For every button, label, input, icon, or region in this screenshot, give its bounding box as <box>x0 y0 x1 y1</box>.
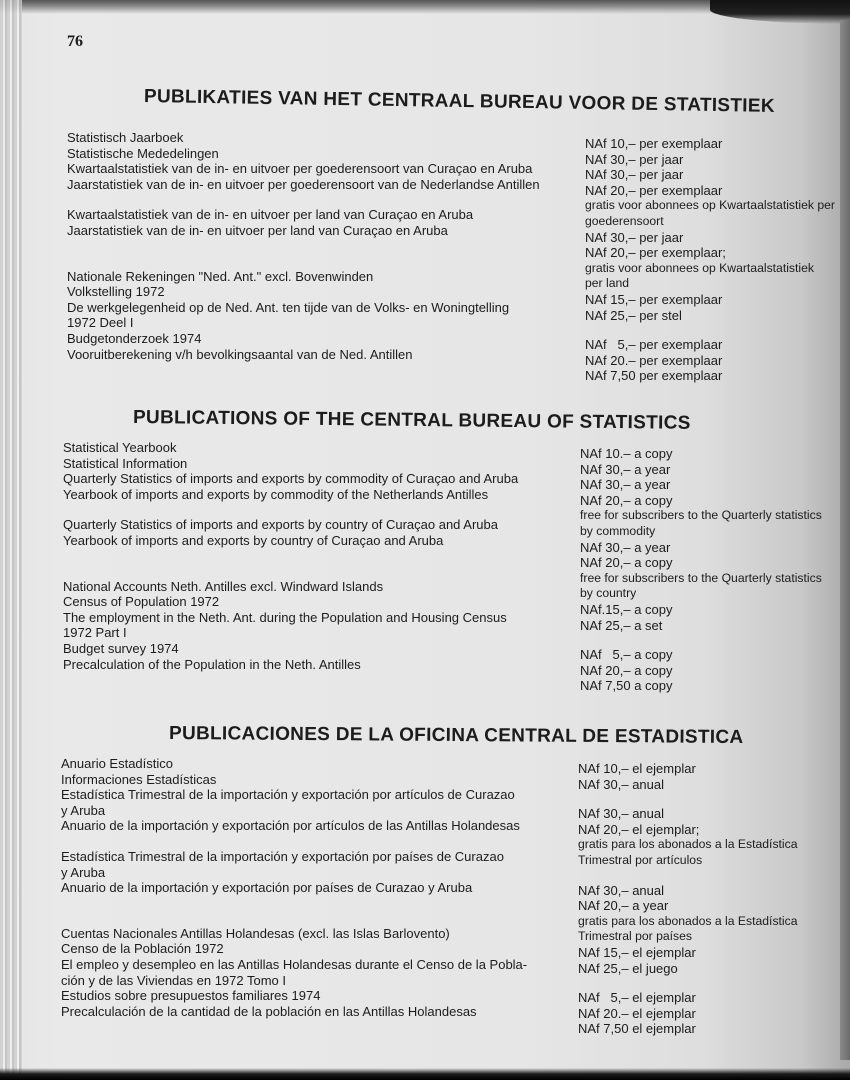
publication-title: Jaarstatistiek van de in- en uitvoer per goederensoort van de Nederlandse Antillen <box>67 176 540 192</box>
publication-title: Yearbook of imports and exports by country of Curaçao and Aruba <box>63 532 444 548</box>
spacer <box>63 502 518 517</box>
price-entry: NAf 30,– per jaar <box>585 229 684 245</box>
price-entry: goederensoort <box>585 213 664 228</box>
book-page-edges <box>0 0 22 1080</box>
section-title-dutch: PUBLIKATIES VAN HET CENTRAAL BUREAU VOOR DE STATISTIEK <box>143 86 776 117</box>
publication-list-dutch <box>67 130 540 362</box>
publication-title: Vooruitberekening v/h bevolkingsaantal van de Ned. Antillen <box>67 346 413 362</box>
publication-title: Statistical Information <box>63 455 188 471</box>
spacer <box>578 976 798 990</box>
publication-title: Cuentas Nacionales Antillas Holandesas (excl. las Islas Barlovento) <box>61 925 450 941</box>
publication-title: Budgetonderzoek 1974 <box>67 330 202 346</box>
price-entry: NAf 10,– per exemplaar <box>585 136 723 151</box>
price-entry: Trimestral por artículos <box>578 852 703 867</box>
publication-title: 1972 Part I <box>63 625 127 641</box>
publication-title: Anuario Estadístico <box>61 756 174 771</box>
publication-title: Jaarstatistiek van de in- en uitvoer per land van Curaçao en Aruba <box>67 222 448 238</box>
price-entry: NAf 7,50 a copy <box>580 678 673 694</box>
bottom-shadow <box>0 1068 850 1080</box>
price-entry: NAf 20.– el ejemplar <box>578 1005 696 1021</box>
publication-title: Kwartaalstatistiek van de in- en uitvoer per goederensoort van Curaçao en Aruba <box>67 161 533 177</box>
price-entry: NAf 20,– a year <box>578 898 669 914</box>
spacer <box>578 792 798 806</box>
spacer <box>63 564 518 579</box>
price-entry: NAf 30,– a year <box>580 461 671 477</box>
price-entry: NAf 10.– a copy <box>580 446 673 461</box>
publication-title: Quarterly Statistics of imports and exports by commodity of Curaçao and Aruba <box>63 471 519 487</box>
publication-list-spanish <box>61 756 527 1019</box>
publication-title: Estadística Trimestral de la importación y exportación por países de Curazao <box>61 848 504 864</box>
spacer <box>67 254 540 269</box>
publication-title: Anuario de la importación y exportación por artículos de las Antillas Holandesas <box>61 818 520 834</box>
price-entry: per land <box>585 276 630 291</box>
spacer <box>578 869 798 883</box>
publication-title: Estadística Trimestral de la importación y exportación por artículos de Curazao <box>61 787 515 803</box>
price-entry: NAf.15,– a copy <box>580 601 673 617</box>
publication-title: Budget survey 1974 <box>63 640 179 656</box>
price-entry: NAf 25,– per stel <box>585 307 682 323</box>
publication-title: Quarterly Statistics of imports and exports by country of Curaçao and Aruba <box>63 517 498 533</box>
spacer <box>585 323 835 337</box>
price-entry: NAf 10,– el ejemplar <box>578 761 696 776</box>
publication-title: De werkgelegenheid op de Ned. Ant. ten tijde van de Volks- en Woningtelling <box>67 299 510 315</box>
publication-title: ción y de las Viviendas en 1972 Tomo I <box>61 972 286 988</box>
publication-title: Statistische Mededelingen <box>67 145 219 161</box>
publication-title: Statistisch Jaarboek <box>67 130 184 145</box>
publication-title: Precalculation of the Population in the Neth. Antilles <box>63 656 361 672</box>
price-entry: NAf 30,– per jaar <box>585 151 684 167</box>
page-curl-shadow <box>710 0 850 24</box>
publication-title: Precalculación de la cantidad de la población en las Antillas Holandesas <box>61 1003 477 1019</box>
page-number: 76 <box>67 33 83 50</box>
publication-title: Censo de la Población 1972 <box>61 941 224 957</box>
spacer <box>580 633 822 647</box>
price-entry: NAf 7,50 per exemplaar <box>585 368 723 384</box>
publication-title: National Accounts Neth. Antilles excl. Windward Islands <box>63 578 384 594</box>
price-entry: NAf 20,– el ejemplar; <box>578 821 700 837</box>
spacer <box>61 834 527 849</box>
price-entry: NAf 7,50 el ejemplar <box>578 1021 696 1037</box>
price-entry: Trimestral por países <box>578 929 693 944</box>
publication-title: y Aruba <box>61 802 106 818</box>
price-entry: gratis para los abonados a la Estadística <box>578 913 798 928</box>
spacer <box>61 911 527 926</box>
spacer <box>63 549 518 564</box>
price-entry: NAf 30,– per jaar <box>585 167 684 183</box>
price-entry: gratis voor abonnees op Kwartaalstatistiek per <box>585 198 835 213</box>
price-entry: free for subscribers to the Quarterly statistics <box>580 508 822 523</box>
publication-title: Census of Population 1972 <box>63 594 220 610</box>
price-entry: NAf 20,– a copy <box>580 492 673 508</box>
section-title-spanish: PUBLICACIONES DE LA OFICINA CENTRAL DE ESTADISTICA <box>168 723 744 749</box>
price-entry: NAf 15,– per exemplaar <box>585 291 723 307</box>
price-entry: by commodity <box>580 523 656 538</box>
price-entry: NAf 30,– anual <box>578 776 665 792</box>
price-entry: NAf 5,– el ejemplar <box>578 990 696 1006</box>
price-list-english <box>580 446 822 694</box>
price-entry: NAf 20,– per exemplaar <box>585 182 723 198</box>
publication-title: The employment in the Neth. Ant. during the Population and Housing Census <box>63 609 507 625</box>
publication-title: 1972 Deel I <box>67 315 134 331</box>
publication-title: Statistical Yearbook <box>63 440 177 455</box>
publication-title: Yearbook of imports and exports by commodity of the Netherlands Antilles <box>63 486 489 502</box>
price-entry: NAf 30,– anual <box>578 882 665 898</box>
price-entry: NAf 15,– el ejemplar <box>578 944 696 960</box>
publication-list-english <box>63 440 518 672</box>
publication-title: y Aruba <box>61 864 106 880</box>
publication-title: Informaciones Estadísticas <box>61 771 217 787</box>
price-entry: NAf 30,– anual <box>578 806 665 822</box>
price-list-spanish <box>578 761 798 1037</box>
spacer <box>67 239 540 254</box>
price-entry: NAf 20,– a copy <box>580 555 673 571</box>
price-entry: NAf 20,– a copy <box>580 662 673 678</box>
publication-title: Volkstelling 1972 <box>67 284 165 300</box>
publication-title: Kwartaalstatistiek van de in- en uitvoer per land van Curaçao en Aruba <box>67 207 474 223</box>
price-entry: NAf 25,– a set <box>580 617 663 633</box>
book-spine-edge <box>840 20 850 1060</box>
price-entry: NAf 5,– per exemplaar <box>585 337 723 353</box>
price-entry: NAf 20.– per exemplaar <box>585 352 723 368</box>
price-entry: gratis voor abonnees op Kwartaalstatistiek <box>585 260 814 275</box>
publication-title: Estudios sobre presupuestos familiares 1974 <box>61 988 321 1004</box>
publication-title: El empleo y desempleo en las Antillas Holandesas durante el Censo de la Pobla- <box>61 956 528 972</box>
price-entry: gratis para los abonados a la Estadística <box>578 837 798 852</box>
price-entry: free for subscribers to the Quarterly statistics <box>580 570 822 585</box>
publication-title: Nationale Rekeningen "Ned. Ant." excl. Bovenwinden <box>67 268 374 284</box>
price-entry: by country <box>580 586 637 601</box>
price-entry: NAf 30,– a year <box>580 539 671 555</box>
section-title-english: PUBLICATIONS OF THE CENTRAL BUREAU OF STATISTICS <box>132 407 691 434</box>
spacer <box>61 896 527 911</box>
price-entry: NAf 30,– a year <box>580 477 671 493</box>
price-entry: NAf 20,– per exemplaar; <box>585 245 726 261</box>
spacer <box>67 192 540 207</box>
price-entry: NAf 25,– el juego <box>578 960 678 976</box>
price-entry: NAf 5,– a copy <box>580 647 673 663</box>
publication-title: Anuario de la importación y exportación por países de Curazao y Aruba <box>61 880 473 896</box>
price-list-dutch <box>585 136 835 384</box>
